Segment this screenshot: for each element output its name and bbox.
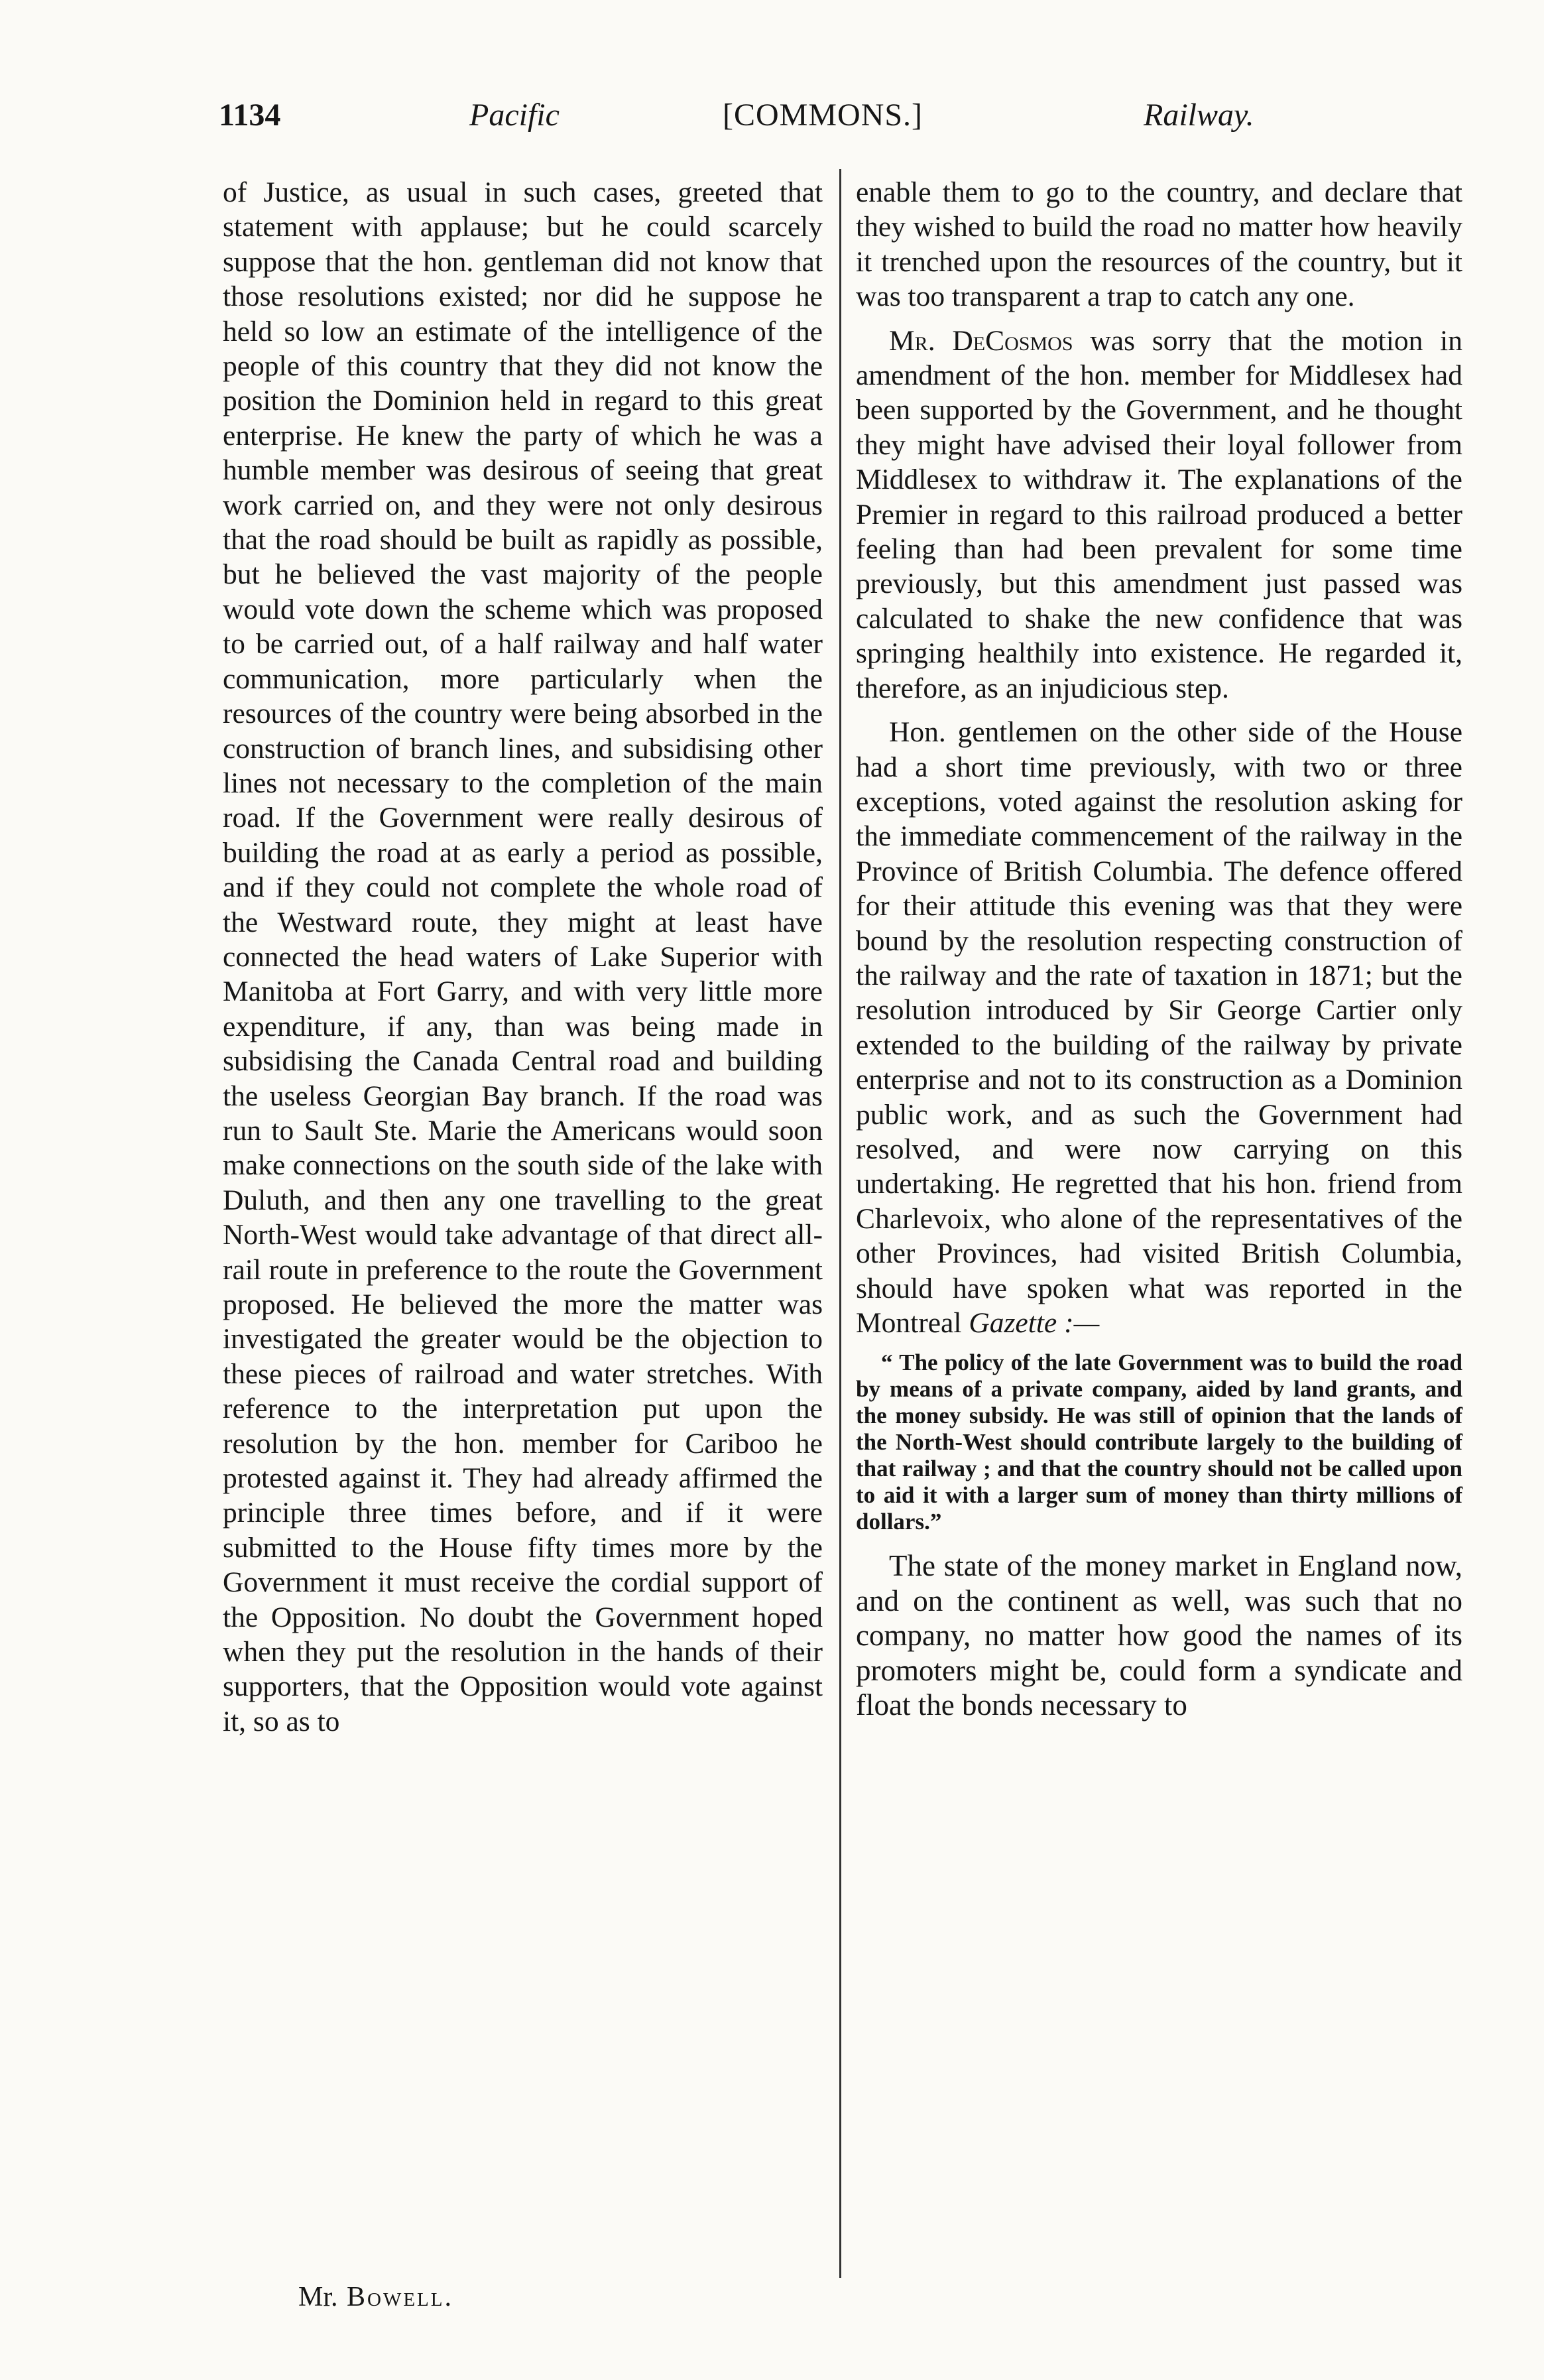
right-column	[856, 175, 1462, 1723]
quoted-passage: “ The policy of the late Government was to build the road by means of a private company, aided by land grants, and the money subsidy. He was still of opinion that the lands of the North-West should contribute largely to the building of that railway ; and that the country should not be called upon to aid it with a larger sum of money than thirty millions of dollars.”	[856, 1349, 1462, 1535]
right-paragraph-2-text: was sorry that the motion in amendment of the hon. member for Middlesex had been supported by the Government, and he thought they might have advised their loyal follower from Middlesex to withdraw it. The explanations of the Premier in regard to this railroad produced a better feeling than had been prevalent for some time previously, but this amendment just passed was calculated to shake the new confidence that was springing healthily into existence. He regarded it, therefore, as an injudicious step.	[856, 324, 1463, 704]
footer-speaker-prefix: Mr.	[298, 2282, 338, 2312]
header-left-title: Pacific	[469, 97, 560, 133]
column-divider	[839, 169, 841, 2278]
running-header	[0, 94, 1544, 147]
right-paragraph-2	[856, 324, 1462, 706]
header-center-title: [COMMONS.]	[723, 97, 923, 133]
header-right-title: Railway.	[1144, 97, 1254, 133]
footer-speaker	[298, 2281, 453, 2313]
right-paragraph-3-text: Hon. gentlemen on the other side of the House had a short time previously, with two or three exceptions, voted against the resolution asking for the immediate commencement of the railway in the Province of British Columbia. The defence offered for their attitude this evening was that they were bound by the resolution respecting construction of the railway and the rate of taxation in 1871; but the resolution introduced by Sir George Cartier only extended to the building of the railway by private enterprise and not to its construction as a Dominion public work, and as such the Government had resolved, and were now carrying on this undertaking. He regretted that his hon. friend from Charlevoix, who alone of the representatives of the other Provinces, had visited British Columbia, should have spoken what was reported in the Montreal	[856, 716, 1462, 1339]
speaker-name: Mr. DeCosmos	[889, 324, 1073, 357]
footer-speaker-name: Bowell.	[347, 2282, 453, 2312]
right-paragraph-4: The state of the money market in England now, and on the continent as well, was such that no company, no matter how good the names of its promoters might be, could form a syndicate and float the bonds necessary to	[856, 1549, 1462, 1722]
page-number: 1134	[219, 97, 281, 133]
left-column	[223, 175, 823, 1739]
right-paragraph-3	[856, 715, 1462, 1340]
left-paragraph-1: of Justice, as usual in such cases, greeted that statement with applause; but he could scarcely suppose that the hon. gentleman did not know that those resolutions existed; nor did he suppose he held so low an estimate of the intelligence of the people of this country that they did not know the position the Dominion held in regard to this great enterprise. He knew the party of which he was a humble member was desirous of seeing that great work carried on, and they were not only desirous that the road should be built as rapidly as possible, but he believed the vast majority of the people would vote down the scheme which was proposed to be carried out, of a half railway and half water communication, more particularly when the resources of the country were being absorbed in the construction of branch lines, and subsidising other lines not necessary to the completion of the main road. If the Government were really desirous of building the road at as early a period as possible, and if they could not complete the whole road of the Westward route, they might at least have connected the head waters of Lake Superior with Manitoba at Fort Garry, and with very little more expenditure, if any, than was being made in subsidising the Canada Central road and building the useless Georgian Bay branch. If the road was run to Sault Ste. Marie the Americans would soon make connections on the south side of the lake with Duluth, and then any one travelling to the great North-West would take advantage of that direct all-rail route in preference to the route the Government proposed. He believed the more the matter was investigated the greater would be the objection to these pieces of railroad and water stretches. With reference to the interpretation put upon the resolution by the hon. member for Cariboo he protested against it. They had already affirmed the principle three times before, and if it were submitted to the House fifty times more by the Government it must receive the cordial support of the Opposition. No doubt the Government hoped when they put the resolution in the hands of their supporters, that the Opposition would vote against it, so as to	[223, 176, 823, 1737]
newspaper-name: Gazette :—	[969, 1307, 1100, 1339]
right-paragraph-1: enable them to go to the country, and declare that they wished to build the road no matter how heavily it trenched upon the resources of the country, but it was too transparent a trap to catch any one.	[856, 176, 1462, 313]
